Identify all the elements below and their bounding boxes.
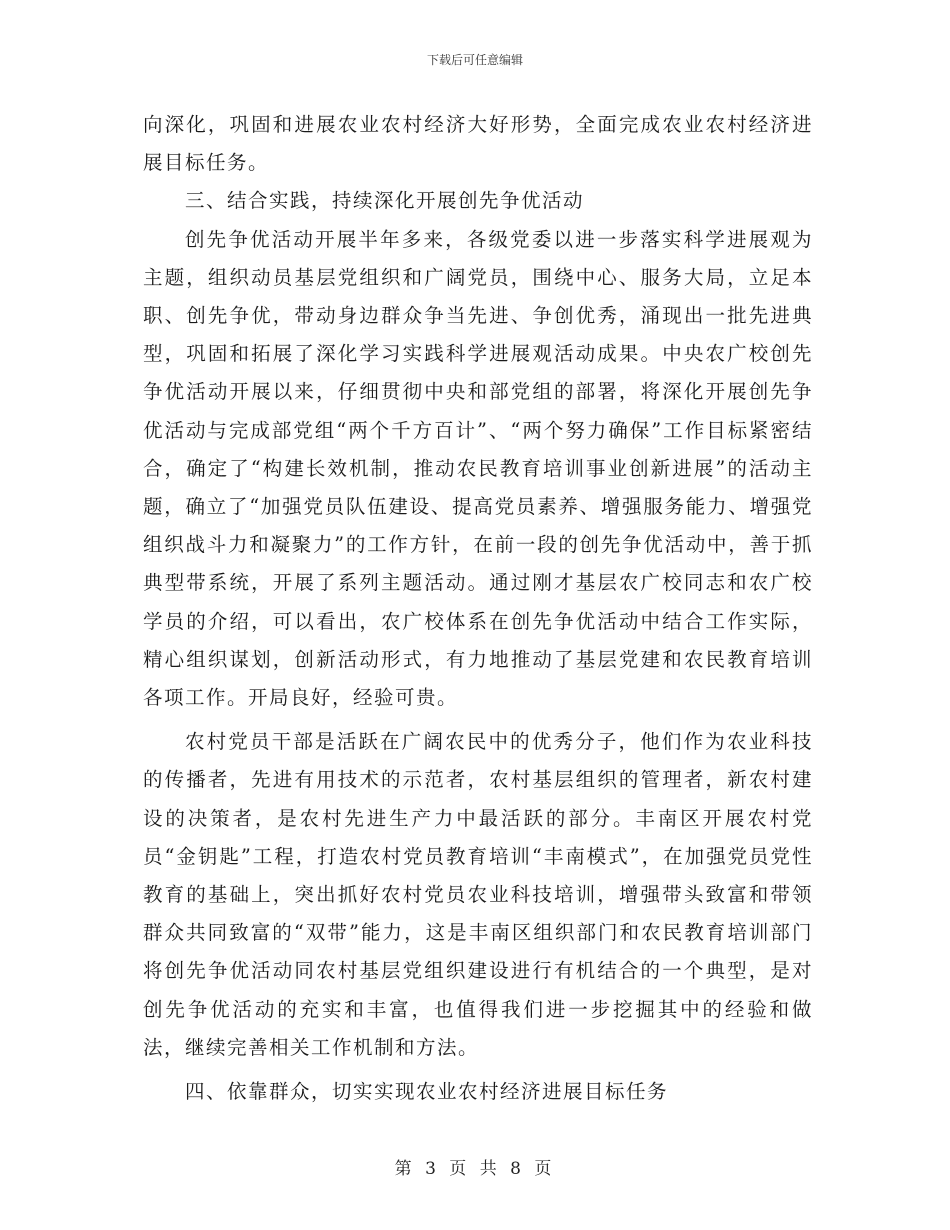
intro-fragment: 向深化，巩固和进展农业农村经济大好形势，全面完成农业农村经济进展目标任务。 [143,113,813,175]
page-number: 第 3 页 共 8 页 [394,1159,556,1179]
section-heading-3: 三、结合实践，持续深化开展创先争优活动 [185,189,585,213]
document-body [143,106,813,1111]
section-heading-4: 四、依靠群众，切实实现农业农村经济进展目标任务 [185,1080,669,1104]
page-header-note: 下载后可任意编辑 [426,53,523,67]
section-3-paragraph-2: 农村党员干部是活跃在广阔农民中的优秀分子，他们作为农业科技的传播者，先进有用技术的示范者，农村基层组织的管理者，新农村建设的决策者，是农村先进生产力中最活跃的部分。丰南区开展农村党员“金钥匙”工程，打造农村党员教育培训“丰南模式”，在加强党员党性教育的基础上，突出抓好农村党员农业科技培训，增强带头致富和带领群众共同致富的“双带”能力，这是丰南区组织部门和农民教育培训部门将创先争优活动同农村基层党组织建设进行有机结合的一个典型，是对创先争优活动的充实和丰富，也值得我们进一步挖掘其中的经验和做法，继续完善相关工作机制和方法。 [143,730,813,1059]
section-3-paragraph-1: 创先争优活动开展半年多来，各级党委以进一步落实科学进展观为主题，组织动员基层党组织和广阔党员，围绕中心、服务大局，立足本职、创先争优，带动身边群众争当先进、争创优秀，涌现出一批先进典型，巩固和拓展了深化学习实践科学进展观活动成果。中央农广校创先争优活动开展以来，仔细贯彻中央和部党组的部署，将深化开展创先争优活动与完成部党组“两个千方百计”、“两个努力确保”工作目标紧密结合，确定了“构建长效机制，推动农民教育培训事业创新进展”的活动主题，确立了“加强党员队伍建设、提高党员素养、增强服务能力、增强党组织战斗力和凝聚力”的工作方针，在前一段的创先争优活动中，善于抓典型带系统，开展了系列主题活动。通过刚才基层农广校同志和农广校学员的介绍，可以看出，农广校体系在创先争优活动中结合工作实际，精心组织谋划，创新活动形式，有力地推动了基层党建和农民教育培训各项工作。开局良好，经验可贵。 [143,227,813,710]
